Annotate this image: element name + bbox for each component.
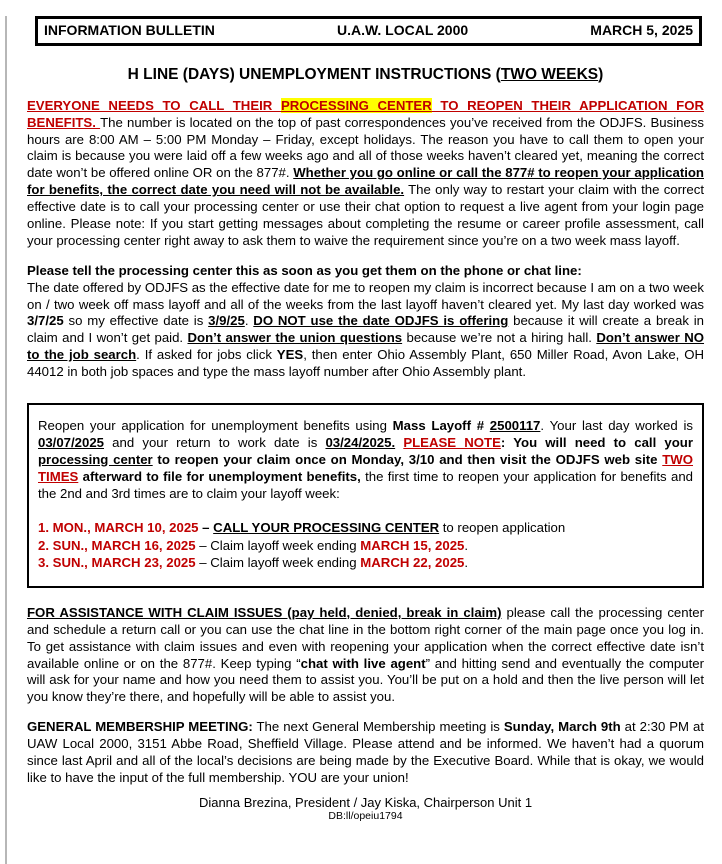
scan-edge-line [5, 16, 7, 864]
schedule-item-3: 3. SUN., MARCH 23, 2025 – Claim layoff week ending MARCH 22, 2025. [38, 554, 469, 570]
paragraph-assistance: FOR ASSISTANCE WITH CLAIM ISSUES (pay held, denied, break in claim) please call the processing center and schedule a return call or you can use the chat line in the bottom right corner of the main page once you log in. To get assistance with claim issues and even with reopening your application when the correct effective date isn’t available online or on the 877#. Keep typing “chat with live agent” and hitting send and eventually the computer will ask for your name and how you need them to assist you. You’ll be put on a hold and then the live person will let you know they’re there, and hopefully will be able to assist you. [27, 604, 704, 705]
paragraph-tell-body: The date offered by ODJFS as the effective date for me to reopen my claim is incorrect because I am on a two week on / two week off mass layoff and all of the weeks from the last layoff haven’t cleared yet. My last day worked was 3/7/25 so my effective date is 3/9/25. DO NOT use the date ODJFS is offering because it will create a break in claim and I won’t get paid. Don’t answer the union questions because we’re not a hiring hall. Don’t answer NO to the job search. If asked for jobs click YES, then enter Ohio Assembly Plant, 650 Miller Road, Avon Lake, OH 44012 in both job spaces and type the mass layoff number after Ohio Assembly plant. [27, 279, 705, 380]
footer-signature: Dianna Brezina, President / Jay Kiska, Chairperson Unit 1 [198, 794, 533, 810]
footer-file-ref: DB:ll/opeiu1794 [328, 810, 403, 823]
schedule-item-1: 1. MON., MARCH 10, 2025 – CALL YOUR PROCESSING CENTER to reopen application [38, 520, 566, 536]
header-bulletin-label: INFORMATION BULLETIN [44, 22, 215, 38]
paragraph-everyone-call: EVERYONE NEEDS TO CALL THEIR PROCESSING CENTER TO REOPEN THEIR APPLICATION FOR BENEFITS. The number is located on the top of past correspondences you’ve received from the ODJFS. Business hours are 8:00 AM – 5:00 PM Monday – Friday, except holidays. The reason you have to call them to open your claim is because you were laid off a few weeks ago and all of those weeks haven’t cleared yet, meaning the correct date won’t be offered online OR on the 877#. Whether you go online or call the 877# to reopen your application for benefits, the correct date you need will not be available. The only way to restart your claim with the correct effective date is to call your processing center or use their chat option to request a live agent from your login page online. Please note: If you start getting messages about completing the resume or career profile assessment, call your processing center right away to ask them to waive the requirement since you’re on a two week mass layoff. [27, 97, 704, 248]
header-bar [35, 16, 702, 46]
document-title: H LINE (DAYS) UNEMPLOYMENT INSTRUCTIONS (TWO WEEKS) [127, 65, 604, 83]
paragraph-tell-heading: Please tell the processing center this as soon as you get them on the phone or chat line: [27, 262, 582, 278]
header-org-name: U.A.W. LOCAL 2000 [336, 22, 469, 38]
box-intro: Reopen your application for unemployment benefits using Mass Layoff # 2500117. Your last day worked is 03/07/2025 and your return to work date is 03/24/2025. PLEASE NOTE: You will need to call your processing center to reopen your claim once on Monday, 3/10 and then visit the ODJFS web site TWO TIMES afterward to file for unemployment benefits, the first time to reopen your application for benefits and the 2nd and 3rd times are to claim your layoff week: [38, 417, 693, 501]
reopen-instructions-box [27, 403, 704, 588]
page [0, 16, 722, 864]
paragraph-meeting: GENERAL MEMBERSHIP MEETING: The next General Membership meeting is Sunday, March 9th at 2:30 PM at UAW Local 2000, 3151 Abbe Road, Sheffield Village. Please attend and be informed. We haven’t had a quorum since last April and all of the local’s decisions are being made by the Executive Board. While that is okay, we would like to have the input of the full membership. YOU are your union! [27, 719, 704, 785]
bulletin-document [27, 16, 704, 823]
schedule-item-2: 2. SUN., MARCH 16, 2025 – Claim layoff week ending MARCH 15, 2025. [38, 537, 469, 553]
schedule-list [38, 519, 693, 570]
header-date: MARCH 5, 2025 [590, 22, 693, 38]
